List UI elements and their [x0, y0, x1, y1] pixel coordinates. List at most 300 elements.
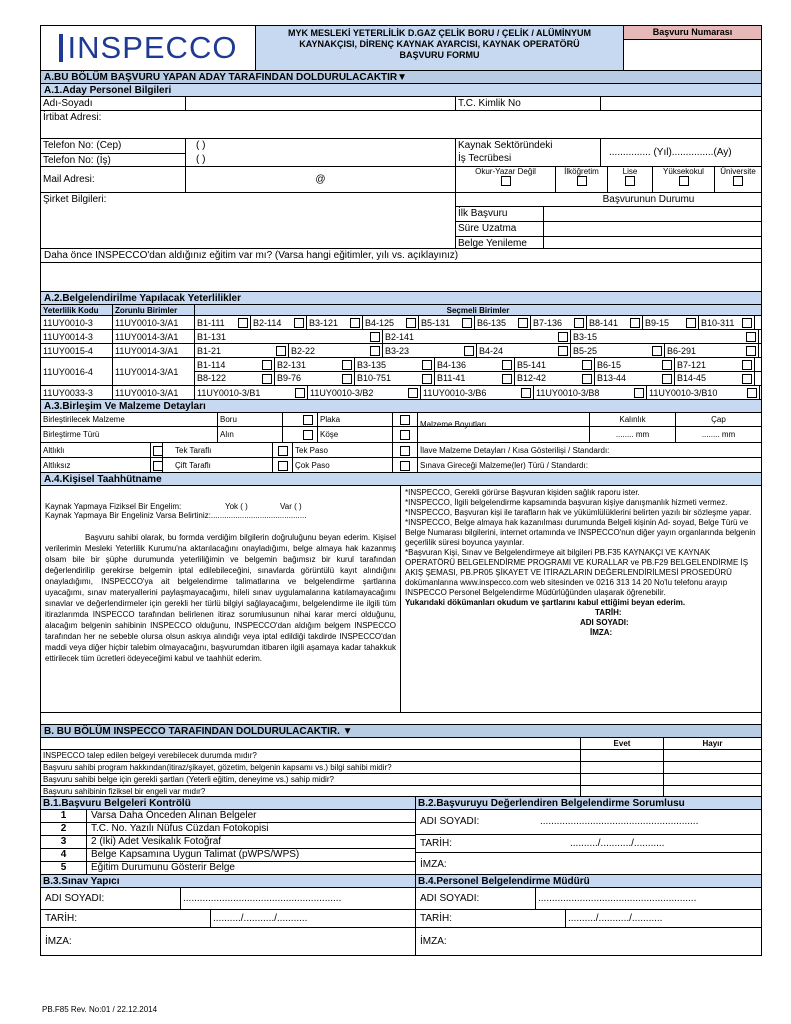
checkbox-icon[interactable] [662, 360, 672, 370]
qual-option-label: B5-141 [517, 359, 547, 370]
checkbox-icon[interactable] [303, 430, 313, 440]
birlestirilecek-label: Birleştirilecek Malzeme [41, 413, 218, 426]
b-q4 [41, 786, 761, 797]
checkbox-icon[interactable] [634, 388, 644, 398]
checkbox-icon[interactable] [558, 332, 568, 342]
qual-option[interactable] [355, 358, 435, 371]
qual-code: 11UY0010-3 [41, 316, 113, 329]
checkbox-icon[interactable] [400, 461, 410, 471]
qual-option[interactable] [435, 372, 515, 385]
checkbox-icon[interactable] [582, 360, 592, 370]
mail-field[interactable]: @ [186, 167, 456, 192]
b4-imza-label[interactable]: İMZA: [420, 936, 447, 947]
b3-tarih-label: TARİH: [41, 910, 211, 927]
company-row [41, 193, 761, 249]
qual-option-label: B2-22 [291, 345, 316, 356]
name-label: Adı-Soyadı [41, 97, 186, 110]
plaka-checkbox[interactable] [393, 413, 418, 426]
phone-cell-field[interactable]: ( ) [196, 140, 206, 151]
engel-detail[interactable]: Kaynak Yapmaya Bir Engeliniz Varsa Belirtiniz:........................................... [45, 511, 307, 520]
qual-row [41, 316, 761, 330]
experience-label-2: İş Tecrübesi [458, 153, 512, 164]
altlikli-label: Altlıklı [41, 443, 151, 457]
checkbox-icon[interactable] [294, 318, 304, 328]
a4-title: A.4.Kişisel Taahhütname [41, 473, 761, 486]
a3-row-2 [41, 420, 761, 443]
form-title [256, 26, 624, 70]
checkbox-icon[interactable] [630, 318, 640, 328]
evet-cell[interactable] [581, 762, 664, 773]
kose-label: Köşe [318, 427, 393, 442]
qual-options [195, 372, 761, 385]
checkbox-icon[interactable] [686, 318, 696, 328]
b-q3 [41, 774, 761, 786]
qual-unit: 11UY0010-3/A1 [113, 316, 195, 329]
status-label: Belge Yenileme [456, 237, 544, 248]
qual-option-label: B8-141 [589, 317, 619, 328]
qual-option-label: B3-135 [357, 359, 387, 370]
qual-option-label: B1-131 [197, 331, 227, 342]
malzeme-boyut-label: Malzeme Boyutları [418, 420, 590, 442]
a4-imza[interactable]: İMZA: [590, 628, 613, 637]
checkbox-icon[interactable] [742, 374, 752, 384]
checkbox-icon[interactable] [662, 374, 672, 384]
address-label[interactable]: İrtibat Adresi: [43, 112, 102, 123]
experience-label-1: Kaynak Sektöründeki [458, 140, 553, 151]
alin-label: Alın [218, 427, 283, 442]
tc-field[interactable] [601, 97, 761, 110]
b4-adi-label: ADI SOYADI: [416, 888, 536, 909]
qual-option[interactable] [363, 316, 419, 329]
status-option-0[interactable] [456, 207, 761, 222]
checkbox-icon[interactable] [406, 318, 416, 328]
status-title: Başvurunun Durumu [456, 193, 761, 207]
evet-cell[interactable] [581, 774, 664, 785]
b4-tarih-field[interactable]: ........../.........../........... [568, 913, 663, 924]
edu-label: Lise [622, 167, 638, 176]
phone-work-field[interactable]: ( ) [196, 154, 206, 165]
checkbox-icon[interactable] [153, 461, 163, 471]
qual-option[interactable] [289, 344, 383, 357]
hayir-cell[interactable] [664, 762, 761, 773]
b4-title: B.4.Personel Belgelendirme Müdürü [416, 875, 761, 887]
logo-bar-icon [59, 34, 63, 62]
a3-table [41, 413, 761, 473]
qual-unit: 11UY0014-3/A1 [113, 344, 195, 357]
prev-training-field[interactable] [41, 263, 761, 292]
checkbox-icon[interactable] [521, 388, 531, 398]
qual-option-label: B5-25 [573, 345, 598, 356]
checkbox-icon[interactable] [746, 346, 756, 356]
logo [41, 26, 256, 70]
hayir-cell[interactable] [664, 750, 761, 761]
phone-row [41, 139, 761, 167]
a4-adi[interactable]: ADI SOYADI: [580, 618, 629, 627]
b1-docs [41, 810, 416, 874]
tek-tarafli-label: Tek Taraflı [163, 443, 273, 457]
checkbox-icon[interactable] [262, 360, 272, 370]
qual-option[interactable] [587, 316, 643, 329]
cap-label: Çap [711, 415, 726, 424]
edu-label: Yüksekokul [663, 167, 704, 176]
name-row [41, 97, 761, 111]
qual-options [195, 386, 761, 399]
form-page [40, 25, 762, 956]
qual-option-label: B2-141 [385, 331, 415, 342]
b3-b4-adi [41, 888, 761, 910]
qual-option[interactable] [595, 358, 675, 371]
a4-body [41, 486, 761, 713]
phone-labels [41, 139, 186, 166]
qual-option[interactable] [477, 344, 571, 357]
company-label[interactable]: Şirket Bilgileri: [41, 193, 456, 248]
edu-label: İlköğretim [564, 167, 599, 176]
qual-option[interactable] [383, 330, 571, 343]
qual-option[interactable] [308, 386, 421, 399]
qual-option[interactable] [475, 316, 531, 329]
tek-tarafli-checkbox[interactable] [273, 443, 293, 457]
doc-row[interactable] [41, 849, 415, 862]
checkbox-icon[interactable] [153, 446, 163, 456]
checkbox-icon[interactable] [278, 446, 288, 456]
qual-option[interactable] [571, 330, 759, 343]
qual-option[interactable] [571, 344, 665, 357]
qual-option[interactable] [195, 372, 275, 385]
qual-option[interactable] [595, 372, 675, 385]
title-line-1: MYK MESLEKİ YETERLİLİK D.GAZ ÇELİK BORU / ÇELİK / ALÜMİNYUM [287, 28, 591, 38]
edu-option-0[interactable] [456, 167, 556, 192]
qual-option[interactable] [643, 316, 699, 329]
qual-option[interactable] [307, 316, 363, 329]
checkbox-icon[interactable] [746, 332, 756, 342]
checkbox-icon[interactable] [742, 360, 752, 370]
qual-row [41, 386, 761, 400]
qual-options-stack [195, 358, 761, 385]
phone-cell-label: Telefon No: (Cep) [41, 139, 185, 154]
name-field[interactable] [186, 97, 456, 110]
altliksiz-label: Altlıksız [41, 458, 151, 472]
checkbox-icon[interactable] [342, 374, 352, 384]
qual-option[interactable] [383, 344, 477, 357]
application-number-box [624, 26, 761, 70]
checkbox-icon[interactable] [558, 346, 568, 356]
boru-label: Boru [218, 413, 283, 426]
qual-unit: 11UY0010-3/A1 [113, 386, 195, 399]
checkbox-icon[interactable] [278, 461, 288, 471]
tek-paso-checkbox[interactable] [393, 443, 418, 457]
a3-title: A.3.Birleşim Ve Malzeme Detayları [41, 400, 761, 413]
checkbox-icon[interactable] [464, 346, 474, 356]
qual-option[interactable] [195, 316, 251, 329]
qual-option-label: B3-121 [309, 317, 339, 328]
qual-row [41, 330, 761, 344]
status-option-2[interactable] [456, 237, 761, 248]
qual-row [41, 358, 761, 386]
qual-option-label: B1-21 [197, 345, 222, 356]
engel-var[interactable]: Var ( ) [280, 502, 302, 511]
kose-checkbox[interactable] [393, 427, 418, 442]
doc-row[interactable] [41, 836, 415, 849]
checkbox-icon[interactable] [574, 318, 584, 328]
qual-option[interactable] [355, 372, 435, 385]
doc-text: Varsa Daha Önceden Alınan Belgeler [91, 810, 257, 821]
question-text: Başvuru sahibi belge için gerekli şartları (Yeterli eğitim, deneyime vs.) sahip midir? [41, 774, 581, 785]
doc-text: Eğitim Durumunu Gösterir Belge [91, 862, 235, 873]
evet-cell[interactable] [581, 750, 664, 761]
doc-number: 5 [41, 862, 87, 874]
edu-option-1[interactable] [556, 167, 608, 192]
b1-b2-body [41, 810, 761, 875]
logo-text: INSPECCO [67, 30, 238, 65]
b4-tarih-label: TARİH: [416, 910, 566, 927]
b3-adi-field[interactable]: ......................................................... [181, 888, 416, 909]
b2-adi-row [416, 810, 761, 835]
checkbox-icon[interactable] [400, 415, 410, 425]
status-table [456, 193, 761, 248]
engel-yok[interactable]: Yok ( ) [225, 502, 248, 511]
qual-option[interactable] [275, 358, 355, 371]
checkbox-icon[interactable] [502, 374, 512, 384]
ilave-label[interactable]: İlave Malzeme Detayları / Kısa Gösterilişi / Standardı: [420, 446, 610, 455]
checkbox-icon[interactable] [295, 388, 305, 398]
info-4: *INSPECCO, Belge almaya hak kazanılması durumunda Belgeli kişinin Ad- soyad, Belge Türü ve Belge Numarası bilgilerini, internet ortamında ve INSPECCO'nun diğer yayın organlarında belgenin geçerlilik süresi boyunca yayınlar. [405, 518, 756, 547]
checkbox-icon[interactable] [679, 176, 689, 186]
qual-header [41, 305, 761, 316]
a1-title: A.1.Aday Personel Bilgileri [41, 84, 761, 97]
qual-option-label: B10-751 [357, 373, 392, 383]
sinav-malzeme-label[interactable]: Sınava Gireceği Malzeme(ler) Türü / Standardı: [420, 461, 588, 470]
engel-label: Kaynak Yapmaya Fiziksel Bir Engelim: [45, 502, 182, 511]
address-row [41, 111, 761, 139]
qual-option[interactable] [275, 372, 355, 385]
checkbox-icon[interactable] [238, 318, 248, 328]
qual-options [195, 316, 761, 329]
section-b-title: B. BU BÖLÜM INSPECCO TARAFINDAN DOLDURULACAKTIR. ▼ [41, 725, 761, 738]
cap-field[interactable]: ........ mm [701, 430, 736, 439]
qual-option-label: B2-114 [253, 317, 282, 328]
doc-row[interactable] [41, 823, 415, 836]
b2-imza-label[interactable]: İMZA: [420, 859, 447, 870]
a3-row-3 [41, 443, 761, 458]
checkbox-icon[interactable] [733, 176, 743, 186]
qual-option-label: B4-136 [437, 359, 467, 370]
spacer-row [41, 713, 761, 725]
tc-label: T.C. Kimlik No [456, 97, 601, 110]
checkbox-icon[interactable] [747, 388, 757, 398]
title-line-3: BAŞVURU FORMU [399, 50, 480, 60]
qual-option[interactable] [665, 344, 759, 357]
phone-fields[interactable] [186, 139, 456, 166]
b4-adi-field[interactable]: ......................................................... [538, 893, 697, 904]
edu-option-3[interactable] [653, 167, 715, 192]
hayir-label: Hayır [702, 739, 723, 748]
b2-adi-label: ADI SOYADI: [420, 816, 480, 827]
checkbox-icon[interactable] [400, 430, 410, 440]
checkbox-icon[interactable] [262, 374, 272, 384]
checkbox-icon[interactable] [303, 415, 313, 425]
qual-rows [41, 316, 761, 400]
qual-option[interactable] [647, 386, 760, 399]
checkbox-icon[interactable] [518, 318, 528, 328]
qual-code: 11UY0015-4 [41, 344, 113, 357]
b2-tarih-row [416, 835, 761, 853]
qual-option-label: B8-122 [197, 373, 227, 383]
info-6: Yukarıdaki dökümanları okudum ve şartlarını kabul ettiğimi beyan ederim. [405, 598, 686, 607]
application-number-field[interactable] [624, 40, 761, 70]
question-text: INSPECCO talep edilen belgeyi verebilecek durumda mıdır? [41, 750, 581, 761]
checkbox-icon[interactable] [400, 446, 410, 456]
qual-option[interactable] [675, 358, 755, 371]
b-q2 [41, 762, 761, 774]
b3-b4-titles [41, 875, 761, 888]
qual-option-label: B10-311 [701, 317, 735, 328]
edu-option-2[interactable] [608, 167, 653, 192]
cok-paso-label: Çok Paso [293, 458, 393, 472]
doc-number: 2 [41, 823, 87, 835]
qual-option-label: B9-76 [277, 373, 302, 383]
kalinlik-label: Kalınlık [590, 413, 676, 426]
info-2: *INSPECCO, İlgili belgelendirme kapsamında başvuran kişiye danışmanlık hizmeti vermez. [405, 498, 728, 507]
qual-option-label: 11UY0010-3/B6 [423, 387, 487, 398]
hayir-cell[interactable] [664, 774, 761, 785]
b3-b4-imza [41, 928, 761, 955]
status-option-1[interactable] [456, 222, 761, 237]
qual-option-label: 11UY0010-3/B8 [536, 387, 600, 398]
checkbox-icon[interactable] [625, 176, 635, 186]
doc-row[interactable] [41, 862, 415, 874]
checkbox-icon[interactable] [577, 176, 587, 186]
checkbox-icon[interactable] [582, 374, 592, 384]
b-q1 [41, 750, 761, 762]
qual-option-label: B3-23 [385, 345, 410, 356]
cift-tarafli-checkbox[interactable] [273, 458, 293, 472]
mail-label: Mail Adresi: [41, 167, 186, 192]
hayir-cell[interactable] [664, 786, 761, 796]
experience-label [456, 139, 601, 166]
doc-row[interactable] [41, 810, 415, 823]
altliksiz-checkbox[interactable] [151, 458, 163, 472]
edu-option-4[interactable] [715, 167, 761, 192]
alin-checkbox[interactable] [283, 427, 318, 442]
b2-tarih-field[interactable]: ........../.........../........... [570, 838, 665, 849]
a4-right [401, 486, 761, 712]
form-header [41, 26, 761, 71]
checkbox-icon[interactable] [276, 346, 286, 356]
tek-paso-label: Tek Paso [293, 443, 393, 457]
qual-option-label: B1-111 [197, 317, 225, 328]
checkbox-icon[interactable] [370, 346, 380, 356]
experience-field[interactable]: ............... (Yıl)...............(Ay) [609, 147, 732, 158]
qual-options [195, 330, 761, 343]
checkbox-icon[interactable] [502, 360, 512, 370]
qual-option-label: B1-114 [197, 359, 226, 370]
qual-option-label: B2-131 [277, 359, 307, 370]
b2-tarih-label: TARİH: [420, 838, 453, 849]
prev-training-question: Daha önce INSPECCO'dan aldığınız eğitim var mı? (Varsa hangi eğitimler, yılı vs. açıklayınız) [41, 249, 761, 263]
qual-option-label: B7-121 [677, 359, 707, 370]
checkbox-icon[interactable] [652, 346, 662, 356]
col-code: Yeterlilik Kodu [41, 305, 113, 315]
title-line-2: KAYNAKÇISI, DİRENÇ KAYNAK AYARCISI, KAYNAK OPERATÖRÜ [299, 39, 580, 49]
qual-option[interactable] [515, 358, 595, 371]
qual-option[interactable] [435, 358, 515, 371]
a4-left [41, 486, 401, 712]
kalinlik-field[interactable]: ........ mm [590, 427, 676, 442]
checkbox-icon[interactable] [462, 318, 472, 328]
qual-code: 11UY0016-4 [41, 358, 113, 385]
evet-cell[interactable] [581, 786, 664, 796]
qual-option[interactable] [531, 316, 587, 329]
info-3: *INSPECCO, Başvuran kişi ile tarafların hak ve yükümlülüklerini belirten yazılı bir sözleşme yapar. [405, 508, 752, 517]
status-label: İlk Başvuru [456, 207, 544, 221]
edu-label: Üniversite [720, 167, 756, 176]
qual-option[interactable] [195, 344, 289, 357]
evet-label: Evet [581, 738, 664, 749]
qual-code: 11UY0033-3 [41, 386, 113, 399]
doc-number: 4 [41, 849, 87, 861]
qual-option[interactable] [421, 386, 534, 399]
altlikli-checkbox[interactable] [151, 443, 163, 457]
col-unit: Zorunlu Birimler [113, 305, 195, 315]
qual-option[interactable] [195, 330, 383, 343]
info-5: *Başvuran Kişi, Sınav ve Belgelendirmeye ait bilgileri PB.F35 KAYNAKÇI VE KAYNAK OPERATÖRÜ BELGELENDİRME PROGRAMI VE KURALLAR ve PB.F29 BELGELENDİRME İŞ AKIŞ ŞEMASI, PB.PR05 ŞİKAYET VE İTİRAZLARIN DEĞERLENDİRİLMESİ PROSEDÜRÜ dokümanlarına www.inspecco.com web sitesinden ve 0216 313 14 20 No'lu telefonu arayıp INSPECCO Personel Belgelendirme Müdürlüğünden ulaşarak öğrenebilir. [405, 548, 749, 597]
b2-adi-field[interactable]: ......................................................... [540, 816, 699, 827]
checkbox-icon[interactable] [370, 332, 380, 342]
qual-option[interactable] [195, 386, 308, 399]
checkbox-icon[interactable] [350, 318, 360, 328]
cok-paso-checkbox[interactable] [393, 458, 418, 472]
a3-row-4 [41, 458, 761, 473]
mail-row [41, 167, 761, 193]
qual-option[interactable] [195, 358, 275, 371]
qual-option[interactable] [699, 316, 755, 329]
phone-work-label: Telefon No: (İş) [43, 155, 111, 166]
boru-checkbox[interactable] [283, 413, 318, 426]
checkbox-icon[interactable] [408, 388, 418, 398]
section-a-title: A.BU BÖLÜM BAŞVURU YAPAN ADAY TARAFINDAN DOLDURULACAKTIR▼ [41, 71, 761, 84]
a4-tarih[interactable]: TARİH: [595, 608, 622, 617]
qual-option[interactable] [419, 316, 475, 329]
checkbox-icon[interactable] [422, 360, 432, 370]
qual-option[interactable] [675, 372, 755, 385]
qual-option[interactable] [515, 372, 595, 385]
qual-option[interactable] [534, 386, 647, 399]
col-opt: Seçmeli Birimler [446, 306, 510, 315]
b3-imza-label[interactable]: İMZA: [41, 928, 416, 955]
qual-row [41, 344, 761, 358]
b3-tarih-field[interactable]: ........../.........../........... [211, 910, 416, 927]
b-q-header [41, 738, 761, 750]
checkbox-icon[interactable] [422, 374, 432, 384]
qual-option-label: B14-45 [677, 373, 707, 383]
b-questions [41, 738, 761, 797]
checkbox-icon[interactable] [342, 360, 352, 370]
qual-option[interactable] [251, 316, 307, 329]
checkbox-icon[interactable] [501, 176, 511, 186]
doc-text: Belge Kapsamına Uygun Talimat (pWPS/WPS) [91, 849, 300, 860]
qual-option-label: B6-291 [667, 345, 697, 356]
blank-cell [41, 738, 581, 749]
qual-option-label: B6-15 [597, 359, 622, 370]
b3-b4-tarih [41, 910, 761, 928]
checkbox-icon[interactable] [742, 318, 752, 328]
qual-option-label: B11-41 [437, 373, 466, 383]
doc-number: 1 [41, 810, 87, 822]
a2-title: A.2.Belgelendirilme Yapılacak Yeterlilikler [41, 292, 761, 305]
doc-text: 2 (İki) Adet Vesikalık Fotoğraf [91, 836, 222, 847]
question-text: Başvuru sahibi program hakkından(itiraz/şikayet, gözetim, belgenin kapsamı vs.) bilgi sahibi midir? [41, 762, 581, 773]
taahhut-text: Başvuru sahibi olarak, bu formda verdiğim bilgilerin doğruluğunu beyan ederim. Kişisel verilerimin Mesleki Yeterlilik Kurumu'na aktarılacağını onayladığımı, belge almaya hak kazanmış olsam bile bir şüphe durumunda yeterliliğimin ve belgemin bağımsız bir kurul tarafından değerlendirilip gerekirse belgemin iptal edilebileceğini, sınavlarda görüntülü kayıt alındığını onayladığımı, INSPECCO'ya ait belgelendirme talimatlarına ve belgelendirme şartlarına uyacağımı, sınav materyallerini paylaşmayacağımı, hileli sınav uygulamalarına katılamayacağımı sınavlar ve değerlendirmeler için gerekli her türlü bilgiyi sağlayacağımı, belgelendirme ile ilgili tüm itirazlarımda INSPECCO tarafından belirlenen itiraz sorumlusunun nihai karar merci olduğunu, alacağım belgenin sahibinin INSPECCO olduğunu, INSPECCO'dan aldığım belgem INSPECCO tarafından her ne sebeble olursa olsun askıya alındığı veya iptal edildiği takdirde INSPECCO'dan maddi veya diğer hiçbir talebim olmayacağını, başvurumdan itibaren ilgili aşamaya kadar tahakkuk ettirilecek tüm ücretleri ödeyeceğimi kabul ve taahhüt ederim. [45, 533, 396, 663]
